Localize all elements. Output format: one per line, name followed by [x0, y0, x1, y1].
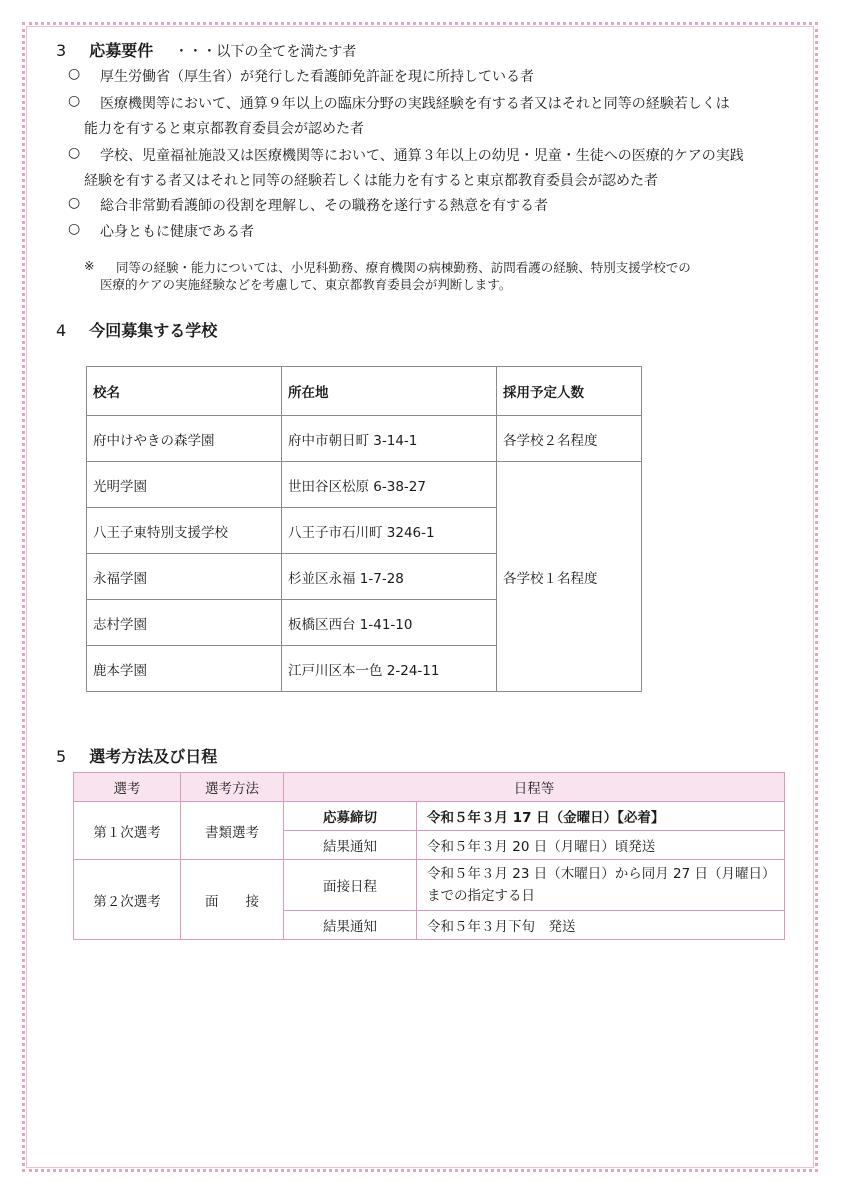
table-row [74, 860, 785, 911]
section4-number: 4 [56, 321, 67, 340]
school-name: 永福学園 [87, 554, 282, 600]
section3-heading [56, 38, 356, 61]
schedule-label: 結果通知 [284, 911, 417, 940]
school-address: 府中市朝日町 3-14-1 [282, 416, 497, 462]
requirement-1: 厚生労働省（厚生省）が発行した看護師免許証を現に所持している者 [100, 69, 534, 85]
requirement-3-cont: 経験を有する者又はそれと同等の経験若しくは能力を有すると東京都教育委員会が認めた者 [84, 173, 658, 189]
section4-heading [56, 318, 217, 341]
stage-name: 第１次選考 [74, 802, 181, 860]
header-hiring-count: 採用予定人数 [497, 367, 642, 416]
section5-heading [56, 744, 217, 767]
stage-method: 書類選考 [181, 802, 284, 860]
section3-title: 応募要件 [89, 41, 154, 60]
schedule-value: 令和５年３月 23 日（木曜日）から同月 27 日（月曜日）までの指定する日 [417, 860, 785, 911]
section5-number: 5 [56, 747, 67, 766]
schedule-label: 面接日程 [284, 860, 417, 911]
schedule-label: 結果通知 [284, 831, 417, 860]
bullet-1: ○ [68, 66, 81, 82]
school-name: 鹿本学園 [87, 646, 282, 692]
school-address: 江戸川区本一色 2-24-11 [282, 646, 497, 692]
requirement-5: 心身ともに健康である者 [100, 224, 254, 240]
section4-title: 今回募集する学校 [89, 321, 218, 340]
schedule-value: 令和５年３月 20 日（月曜日）頃発送 [417, 831, 785, 860]
bullet-3: ○ [68, 145, 81, 161]
school-name: 府中けやきの森学園 [87, 416, 282, 462]
bullet-4: ○ [68, 195, 81, 211]
selection-table-header [74, 773, 785, 802]
requirement-2: 医療機関等において、通算９年以上の臨床分野の実践経験を有する者又はそれと同等の経験若しくは [100, 96, 730, 112]
header-stage: 選考 [74, 773, 181, 802]
note-mark: ※ [84, 258, 95, 273]
header-address: 所在地 [282, 367, 497, 416]
hiring-count: 各学校１名程度 [497, 462, 642, 692]
school-address: 杉並区永福 1-7-28 [282, 554, 497, 600]
header-school-name: 校名 [87, 367, 282, 416]
header-schedule: 日程等 [284, 773, 785, 802]
table-row [74, 802, 785, 831]
header-method: 選考方法 [181, 773, 284, 802]
bullet-5: ○ [68, 221, 81, 237]
stage-name: 第２次選考 [74, 860, 181, 940]
table-row [87, 462, 642, 508]
school-table-header [87, 367, 642, 416]
school-table [86, 366, 642, 692]
section3-number: 3 [56, 41, 67, 60]
school-address: 世田谷区松原 6-38-27 [282, 462, 497, 508]
stage-method: 面 接 [181, 860, 284, 940]
school-address: 板橋区西台 1-41-10 [282, 600, 497, 646]
note-line-1: 同等の経験・能力については、小児科勤務、療育機関の病棟勤務、訪問看護の経験、特別支援学校での [116, 260, 691, 275]
requirement-3: 学校、児童福祉施設又は医療機関等において、通算３年以上の幼児・児童・生徒への医療的ケアの実践 [100, 148, 744, 164]
schedule-value: 令和５年３月下旬 発送 [417, 911, 785, 940]
note-line-2: 医療的ケアの実施経験などを考慮して、東京都教育委員会が判断します。 [100, 277, 512, 292]
section3-subtitle: ・・・以下の全てを満たす者 [174, 44, 357, 60]
requirement-4: 総合非常勤看護師の役割を理解し、その職務を遂行する熱意を有する者 [100, 198, 548, 214]
requirement-2-cont: 能力を有すると東京都教育委員会が認めた者 [84, 121, 364, 137]
table-row [87, 416, 642, 462]
school-name: 志村学園 [87, 600, 282, 646]
section5-title: 選考方法及び日程 [89, 747, 218, 766]
school-address: 八王子市石川町 3246-1 [282, 508, 497, 554]
school-name: 八王子東特別支援学校 [87, 508, 282, 554]
school-name: 光明学園 [87, 462, 282, 508]
bullet-2: ○ [68, 93, 81, 109]
schedule-label: 応募締切 [284, 802, 417, 831]
schedule-value: 令和５年３月 17 日（金曜日）【必着】 [417, 802, 785, 831]
hiring-count: 各学校２名程度 [497, 416, 642, 462]
selection-table [73, 772, 785, 940]
